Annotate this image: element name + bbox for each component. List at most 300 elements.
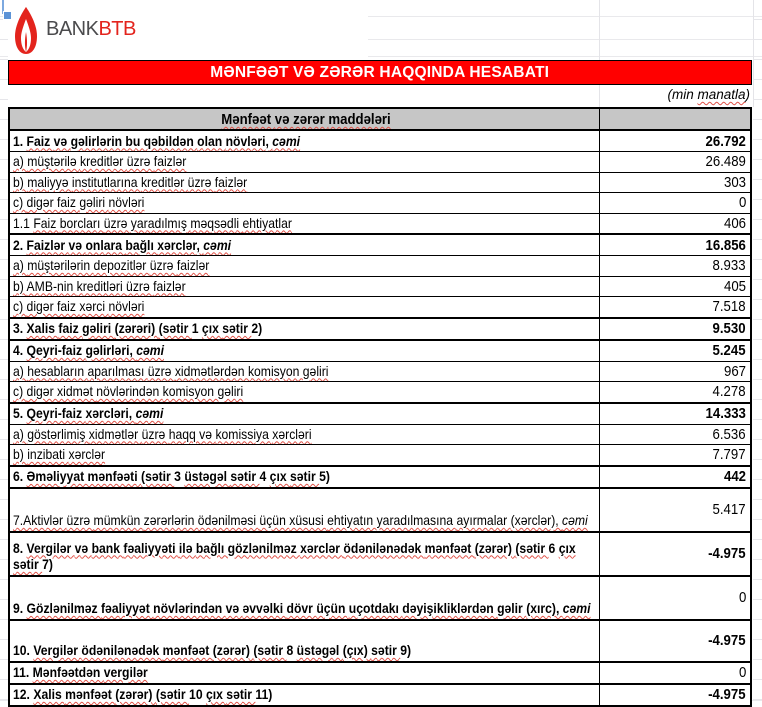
row-label-cell[interactable]: [10, 256, 599, 276]
word: haqq: [168, 425, 200, 442]
word: müştərilərin: [27, 257, 94, 273]
word: maliyyə: [27, 173, 72, 190]
word: çıx: [205, 686, 227, 702]
row-value: 0: [738, 194, 746, 212]
word: Qeyri-faiz: [26, 405, 86, 421]
word: xərclər,: [157, 236, 204, 253]
row-value: 442: [723, 468, 746, 485]
table-row[interactable]: [10, 361, 750, 382]
row-value-cell[interactable]: [599, 533, 750, 575]
row-label-italic: cəmi: [136, 342, 164, 358]
row-label: [13, 446, 599, 463]
word: 2.: [13, 236, 27, 253]
row-label-italic: cəmi: [562, 600, 591, 616]
word: gəliri: [302, 362, 329, 379]
word: fəaliyyət: [101, 600, 154, 616]
row-value-cell[interactable]: [599, 256, 750, 276]
row-value-cell[interactable]: [599, 277, 750, 297]
word: üzrə: [149, 257, 177, 273]
word: növləri: [108, 194, 145, 210]
word: olan: [197, 132, 226, 149]
row-value-cell[interactable]: [599, 362, 750, 382]
word: sətir: [289, 468, 320, 484]
word: faizlər: [176, 257, 210, 273]
report-title-banner: [8, 60, 752, 85]
row-label-cell[interactable]: [10, 214, 599, 234]
word: a): [13, 362, 28, 379]
row-value: 7.518: [712, 298, 746, 316]
word: Faiz: [33, 214, 60, 231]
table-row[interactable]: [10, 424, 750, 445]
row-value-cell[interactable]: [599, 152, 750, 172]
word: b): [13, 277, 27, 294]
word: və: [225, 600, 243, 616]
table-row[interactable]: [10, 129, 750, 151]
row-label: [13, 426, 599, 443]
word: xərci: [79, 298, 109, 314]
word: ehtiyatın: [327, 512, 377, 528]
bank-logo: [8, 2, 368, 57]
table-row[interactable]: [10, 619, 750, 661]
word: 1.1: [13, 214, 34, 231]
row-label-cell[interactable]: [10, 445, 599, 465]
table-row[interactable]: [10, 276, 750, 297]
row-label: [13, 342, 599, 359]
row-label: [13, 278, 599, 295]
row-label-cell[interactable]: [10, 663, 599, 683]
word: xərclər: [300, 539, 344, 556]
word: faiz: [57, 194, 80, 210]
word: a): [13, 425, 28, 442]
word: Xalis: [33, 686, 66, 702]
word: aparılması: [87, 362, 148, 379]
word: üçün: [259, 512, 290, 528]
word: bank: [91, 539, 124, 556]
row-label-cell[interactable]: [10, 533, 599, 575]
word: kreditlər: [140, 173, 188, 190]
word: üzrə: [141, 425, 169, 442]
word: bağlı: [125, 236, 158, 253]
word: c): [13, 298, 27, 314]
units-prefix: (min: [667, 87, 698, 102]
row-value: 4.278: [712, 383, 746, 401]
row-value-cell[interactable]: [599, 382, 750, 402]
word: (sətir: [253, 642, 287, 658]
word: ehtiyatlar: [242, 214, 292, 231]
row-label: [13, 540, 599, 573]
word: 11.: [13, 664, 33, 680]
word: növlərindən: [96, 383, 163, 399]
table-row[interactable]: [10, 531, 750, 575]
word: (xərclər),: [510, 512, 563, 528]
row-label: [13, 194, 599, 211]
word: 4: [259, 468, 270, 484]
word: növləri,: [225, 132, 273, 149]
word: 6.: [13, 468, 27, 484]
row-value: 5.245: [712, 342, 746, 359]
word: üzrə: [66, 512, 94, 528]
row-value-cell[interactable]: [599, 577, 750, 619]
table-row[interactable]: [10, 487, 750, 531]
word: sətir: [226, 686, 256, 702]
row-label-cell[interactable]: [10, 489, 599, 531]
table-header-label: [48, 111, 564, 128]
word: xərcləri,: [85, 405, 136, 421]
word: məqsədli: [190, 214, 243, 231]
word: 4.: [13, 342, 27, 358]
row-label: [13, 600, 599, 617]
row-label-italic: cəmi: [562, 512, 588, 528]
word: c): [13, 194, 27, 210]
table-row[interactable]: [10, 575, 750, 619]
word: üstəgəl: [184, 468, 231, 484]
word: üstəgəl: [296, 642, 343, 658]
row-label: [13, 686, 599, 703]
word: 10: [189, 686, 206, 702]
word: xidmətlər: [88, 425, 142, 442]
word: Vergilər: [33, 642, 82, 658]
word: və: [74, 539, 92, 556]
word: əvvəlki: [242, 600, 287, 616]
report-title: MƏNFƏƏT VƏ ZƏRƏR HAQQINDA HESABATI: [210, 63, 550, 81]
word: üzrə: [147, 362, 175, 379]
word: xüsusi: [289, 512, 328, 528]
row-label: [13, 320, 599, 337]
word: (sətir: [141, 468, 175, 484]
word: komisyon: [247, 362, 303, 379]
table-row[interactable]: [10, 661, 750, 683]
word: (xırc),: [526, 600, 563, 616]
word: ilə: [178, 539, 196, 556]
word: (zərər): [474, 539, 516, 556]
word: bağlı: [195, 539, 228, 556]
word: ödənilənədək: [81, 642, 163, 658]
word: borcları: [59, 214, 104, 231]
row-value-cell[interactable]: [599, 173, 750, 193]
word: (sətir: [155, 686, 190, 702]
word: Mənfəətdən: [32, 664, 104, 680]
row-value: 5.417: [712, 501, 746, 518]
flame-icon: [13, 7, 39, 55]
word: 9.: [13, 600, 27, 616]
row-value: 8.933: [712, 257, 746, 275]
row-label: [13, 468, 599, 485]
word: Vergilər: [26, 539, 75, 556]
row-value: 406: [723, 214, 746, 232]
row-label-cell[interactable]: [10, 467, 599, 487]
row-value: 0: [738, 589, 746, 606]
word: (zərər): [115, 686, 156, 702]
word: komissiya: [215, 425, 273, 442]
row-label: [13, 153, 599, 170]
row-label: [13, 174, 599, 191]
word: mümkün: [93, 512, 144, 528]
table-row[interactable]: [10, 683, 750, 705]
row-value: -4.975: [708, 686, 746, 703]
word: Faizlər: [26, 236, 69, 253]
word: növlərindən: [153, 600, 226, 616]
row-label-cell[interactable]: [10, 297, 599, 317]
row-value-cell[interactable]: [599, 663, 750, 683]
word: üzrə: [103, 214, 131, 231]
row-label-italic: cəmi: [135, 405, 164, 421]
word: gəlir: [497, 600, 527, 616]
word: Əməliyyat: [26, 468, 88, 484]
word: və: [199, 425, 216, 442]
row-label-italic: cəmi: [272, 132, 301, 149]
word: kreditlər: [80, 153, 127, 169]
word: dəyişikliklərdən: [402, 600, 498, 616]
word: üzrə: [126, 277, 154, 294]
row-value: 14.333: [705, 405, 746, 422]
word: digər: [26, 194, 58, 210]
word: çıx: [558, 539, 576, 556]
row-value-cell[interactable]: [599, 445, 750, 465]
word: 5): [319, 468, 330, 484]
table-row[interactable]: [10, 381, 750, 402]
row-label: [13, 133, 599, 150]
word: digər: [26, 298, 58, 314]
row-label-italic: cəmi: [203, 236, 232, 253]
table-header-value-cell[interactable]: [599, 109, 750, 129]
row-value: 26.489: [705, 153, 746, 171]
word: c): [13, 383, 27, 399]
table-row[interactable]: [10, 172, 750, 193]
row-label-cell[interactable]: [10, 577, 599, 619]
word: 2): [251, 320, 263, 336]
word: dövr: [286, 600, 317, 616]
row-value: -4.975: [708, 632, 746, 649]
table-row[interactable]: [10, 339, 750, 361]
word: Gözlənilməz: [26, 600, 102, 616]
word: sətir: [222, 320, 252, 336]
row-label-cell[interactable]: [10, 382, 599, 402]
word: sətir: [13, 556, 43, 572]
row-label-cell[interactable]: [10, 193, 599, 213]
row-label-cell[interactable]: [10, 341, 599, 361]
word: mənfəət: [424, 539, 475, 556]
word: 7): [42, 556, 53, 572]
word: faiz: [58, 320, 83, 336]
row-value-cell[interactable]: [599, 685, 750, 705]
units-suffix: ): [745, 87, 750, 102]
word: b): [13, 173, 28, 190]
word: Faiz: [26, 132, 54, 149]
row-label: [13, 642, 599, 659]
word: AMB-nin: [26, 277, 77, 294]
word: faiz: [57, 298, 80, 314]
word: faizlər: [153, 277, 186, 294]
word: 6: [548, 539, 559, 556]
word: maddələri: [328, 111, 391, 128]
word: xərcləri: [272, 425, 312, 442]
word: üçün: [316, 600, 349, 616]
row-value: 405: [723, 277, 746, 295]
word: Xalis: [26, 320, 59, 336]
word: üzrə: [187, 173, 215, 190]
table-row[interactable]: [10, 233, 750, 255]
word: sətir: [371, 642, 401, 658]
row-label: [13, 257, 599, 274]
word: institutlarına: [71, 173, 141, 190]
word: a): [13, 257, 28, 273]
word: xidmət: [57, 383, 97, 399]
cell-selection-handle[interactable]: [3, 11, 12, 20]
row-value: 967: [723, 362, 746, 380]
word: 1: [191, 320, 202, 336]
row-label-cell[interactable]: [10, 235, 599, 255]
word: 3: [174, 468, 185, 484]
word: (sətir: [158, 320, 192, 336]
table-row[interactable]: [10, 296, 750, 317]
row-label-cell[interactable]: [10, 152, 599, 172]
word: gəliri: [217, 383, 244, 399]
row-value-cell[interactable]: [599, 425, 750, 445]
word: faizlər: [214, 173, 248, 190]
word: 1.: [13, 132, 27, 149]
table-row[interactable]: [10, 317, 750, 339]
word: gəliri: [79, 194, 109, 210]
row-value: -4.975: [708, 545, 746, 562]
word: zərərlərin: [143, 512, 198, 528]
row-label-cell[interactable]: [10, 404, 599, 424]
word: ayırmalar: [456, 512, 511, 528]
word: (zərəri): [114, 320, 159, 336]
word: kreditləri: [76, 277, 127, 294]
gridline-strip-right: [753, 0, 762, 704]
word: çıx: [269, 468, 290, 484]
word: Mənfəət: [221, 111, 275, 128]
wordmark-bank: BANK: [46, 18, 99, 40]
word: (zərər): [212, 642, 254, 658]
word: 12.: [13, 686, 34, 702]
row-value-cell[interactable]: [599, 621, 750, 661]
word: üzrə: [126, 153, 154, 169]
word: növləri: [108, 298, 145, 314]
row-value-cell[interactable]: [599, 341, 750, 361]
table-row[interactable]: [10, 465, 750, 487]
row-value-cell[interactable]: [599, 319, 750, 339]
word: sətir: [230, 468, 260, 484]
table-header-row[interactable]: [10, 109, 750, 129]
table-row[interactable]: [10, 402, 750, 424]
wordmark-btb: BTB: [98, 18, 136, 40]
row-label: [13, 512, 599, 529]
row-label: [13, 237, 599, 254]
word: faizlər: [153, 153, 187, 169]
table-row[interactable]: [10, 255, 750, 276]
row-label-cell[interactable]: [10, 173, 599, 193]
word: çıx: [201, 320, 223, 336]
word: inzibati: [27, 446, 69, 462]
word: 9): [400, 642, 412, 658]
report-table-body: [10, 129, 750, 705]
table-row[interactable]: [10, 444, 750, 465]
word: mənfəət: [65, 686, 116, 702]
row-label: [13, 215, 599, 232]
row-value: 0: [738, 664, 746, 681]
row-label: [13, 298, 599, 315]
word: qəbildən: [143, 132, 198, 149]
profit-loss-table: [8, 107, 752, 707]
row-label-cell[interactable]: [10, 131, 599, 151]
row-value: 9.530: [712, 320, 746, 337]
word: gəlirlərin: [70, 132, 126, 149]
word: Qeyri-faiz: [26, 342, 86, 358]
word: bu: [125, 132, 144, 149]
row-value-cell[interactable]: [599, 214, 750, 234]
word: hesabların: [27, 362, 88, 379]
word: 7.Aktivlər: [13, 512, 67, 528]
row-value: 7.797: [712, 446, 746, 464]
gridline-strip-left: [0, 0, 8, 704]
units-subtitle: [8, 87, 750, 102]
row-value-cell[interactable]: [599, 404, 750, 424]
word: gəlirləri,: [85, 342, 137, 358]
row-label: [13, 664, 599, 681]
word: (sətir: [515, 539, 549, 556]
row-value: 16.856: [705, 236, 746, 254]
bank-wordmark: [46, 18, 136, 41]
word: gözlənilməz: [227, 539, 301, 556]
units-word: manatla: [697, 87, 746, 102]
word: 8: [286, 642, 297, 658]
row-value-cell[interactable]: [599, 297, 750, 317]
row-label-cell[interactable]: [10, 621, 599, 661]
table-row[interactable]: [10, 213, 750, 234]
word: 8.: [13, 539, 27, 556]
word: (çıx): [342, 642, 372, 658]
row-value-cell[interactable]: [599, 131, 750, 151]
word: 11): [255, 686, 273, 702]
row-label-cell[interactable]: [10, 685, 599, 705]
row-label-cell[interactable]: [10, 319, 599, 339]
word: göstərlimiş: [27, 425, 89, 442]
table-header-label-cell[interactable]: [10, 109, 599, 129]
word: onlara: [85, 236, 126, 253]
row-value: 26.792: [705, 132, 746, 150]
table-row[interactable]: [10, 151, 750, 172]
row-label-cell[interactable]: [10, 362, 599, 382]
word: və: [274, 111, 294, 128]
word: vergilər: [103, 664, 148, 680]
row-value-cell[interactable]: [599, 235, 750, 255]
row-value-cell[interactable]: [599, 193, 750, 213]
row-value-cell[interactable]: [599, 467, 750, 487]
row-label: [13, 363, 599, 380]
word: uçotdakı: [348, 600, 403, 616]
row-value: 6.536: [712, 425, 746, 443]
word: komisyon: [162, 383, 218, 399]
word: fəaliyyəti: [123, 539, 179, 556]
row-label-cell[interactable]: [10, 425, 599, 445]
word: 3.: [13, 320, 27, 336]
word: mənfəət: [162, 642, 213, 658]
row-label-cell[interactable]: [10, 277, 599, 297]
word: müştərilə: [27, 153, 81, 169]
word: 10.: [13, 642, 34, 658]
word: zərər: [293, 111, 329, 128]
row-value: 303: [723, 173, 746, 191]
row-value-cell[interactable]: [599, 489, 750, 531]
word: 5.: [13, 405, 27, 421]
table-row[interactable]: [10, 192, 750, 213]
word: yaradılmış: [130, 214, 191, 231]
word: b): [13, 446, 28, 462]
word: gəliri: [82, 320, 115, 336]
word: xidmətlərdən: [174, 362, 248, 379]
word: və: [68, 236, 86, 253]
